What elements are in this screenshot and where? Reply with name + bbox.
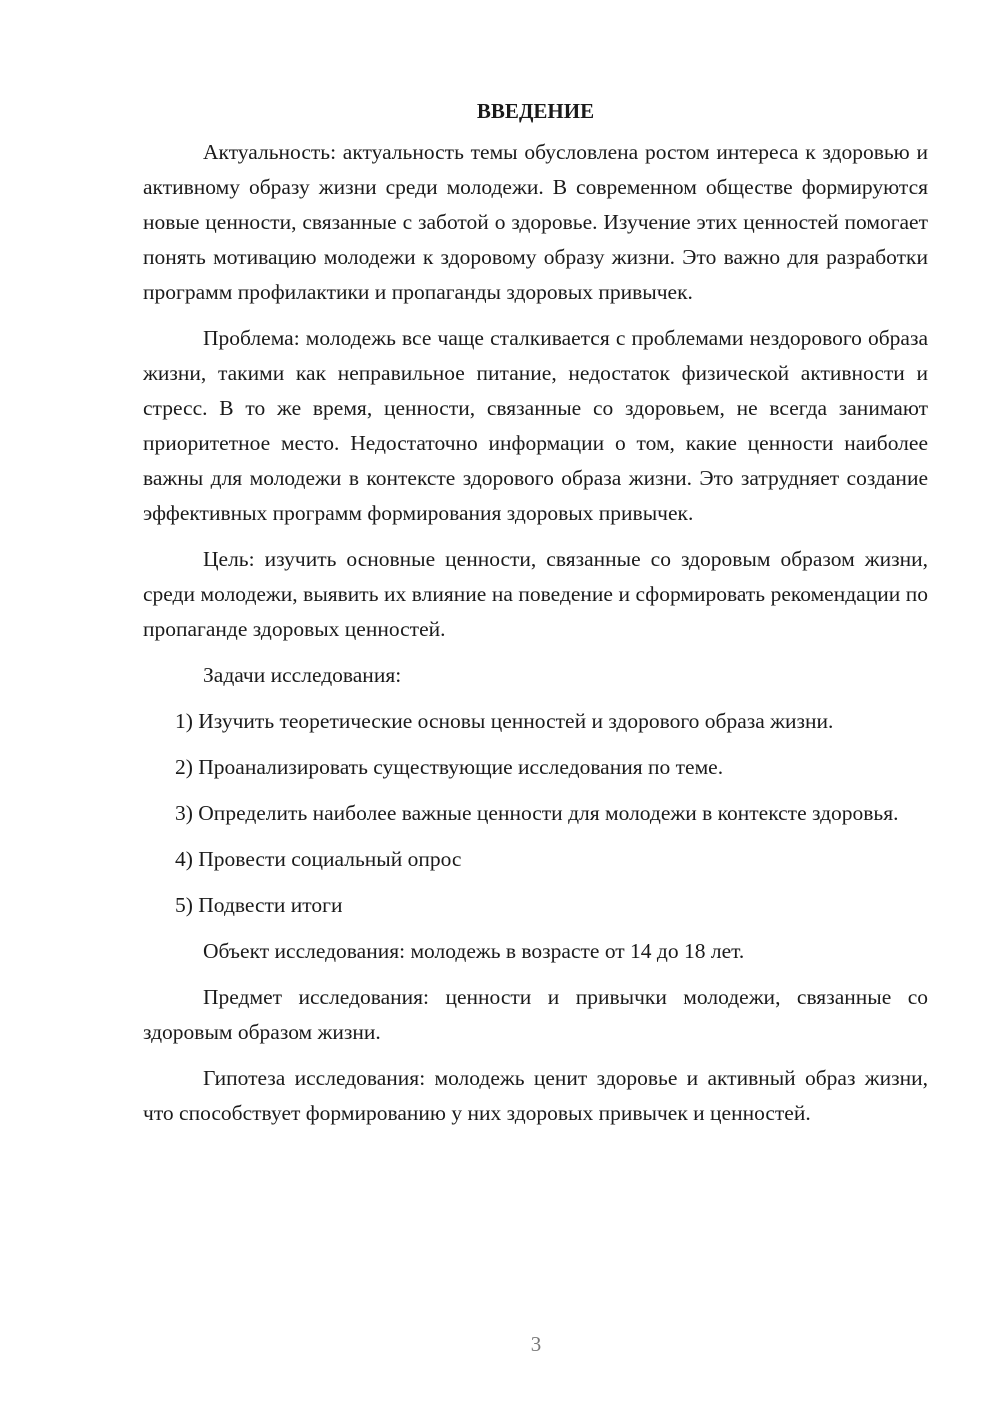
- tasks-heading: Задачи исследования:: [203, 663, 402, 687]
- task-item-5: 5) Подвести итоги: [175, 893, 343, 917]
- paragraph-goal: Цель: изучить основные ценности, связанные со здоровым образом жизни, среди молодежи, выявить их влияние на поведение и сформировать рекомендации по пропаганде здоровых ценностей.: [143, 547, 928, 641]
- paragraph-subject: Предмет исследования: ценности и привычки молодежи, связанные со здоровым образом жизни.: [143, 985, 928, 1044]
- paragraph-hypothesis: Гипотеза исследования: молодежь ценит здоровье и активный образ жизни, что способствует формированию у них здоровых привычек и ценностей.: [143, 1066, 928, 1125]
- section-title: ВВЕДЕНИЕ: [476, 99, 595, 123]
- task-item-2: 2) Проанализировать существующие исследования по теме.: [175, 755, 724, 779]
- paragraph-problem: Проблема: молодежь все чаще сталкивается с проблемами нездорового образа жизни, такими как неправильное питание, недостаток физической активности и стресс. В то же время, ценности, связанные со здоровьем, не всегда занимают приоритетное место. Недостаточно информации о том, какие ценности наиболее важны для молодежи в контексте здорового образа жизни. Это затрудняет создание эффективных программ формирования здоровых привычек.: [143, 326, 928, 525]
- paragraph-relevance: Актуальность: актуальность темы обусловлена ростом интереса к здоровью и активному образу жизни среди молодежи. В современном обществе формируются новые ценности, связанные с заботой о здоровье. Изучение этих ценностей помогает понять мотивацию молодежи к здоровому образу жизни. Это важно для разработки программ профилактики и пропаганды здоровых привычек.: [143, 140, 928, 304]
- document-page: [143, 93, 928, 1142]
- page-number: 3: [530, 1332, 542, 1356]
- paragraph-object: Объект исследования: молодежь в возрасте от 14 до 18 лет.: [203, 939, 745, 963]
- task-item-4: 4) Провести социальный опрос: [175, 847, 462, 871]
- task-item-3: 3) Определить наиболее важные ценности для молодежи в контексте здоровья.: [175, 801, 899, 825]
- task-item-1: 1) Изучить теоретические основы ценностей и здорового образа жизни.: [175, 709, 834, 733]
